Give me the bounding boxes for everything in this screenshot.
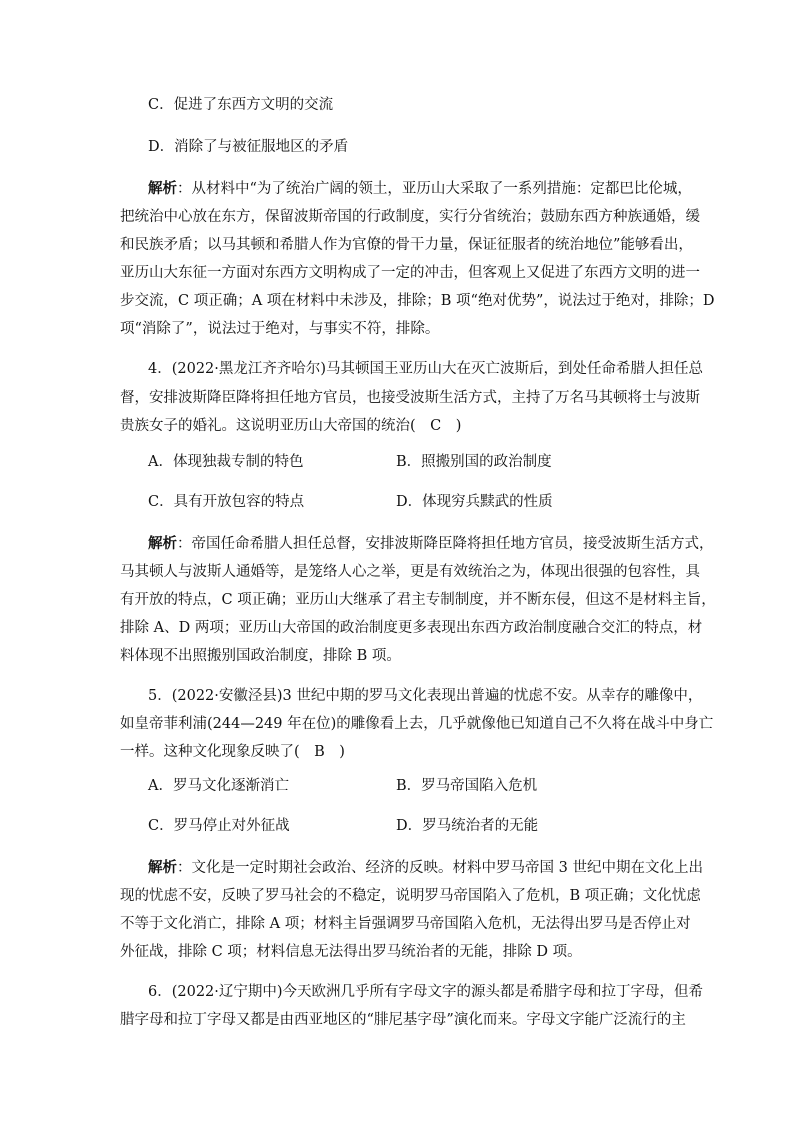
analysis-label: 解析 — [148, 859, 177, 876]
q4-analysis-line-2: 马其顿人与波斯人通婚等，是笼络人心之举，更是有效统治之为，体现出很强的包容性，具 — [120, 564, 700, 580]
q4-stem-line-1: 4．(2022·黑龙江齐齐哈尔)马其顿国王亚历山大在灭亡波斯后，到处任命希腊人担任总 — [148, 361, 704, 377]
q4-analysis-line-1: 解析：帝国任命希腊人担任总督，安排波斯降臣降将担任地方官员，接受波斯生活方式， — [148, 535, 714, 552]
q3-analysis-line-2: 把统治中心放在东方，保留波斯帝国的行政制度，实行分省统治；鼓励东西方种族通婚，缓 — [120, 209, 700, 225]
q4-analysis-line-4: 排除 A、D 两项；亚历山大帝国的政治制度更多表现出东西方政治制度融合交汇的特点，材 — [120, 620, 703, 636]
q3-analysis-line-6: 项“消除了”，说法过于绝对，与事实不符，排除。 — [120, 321, 440, 337]
q5-analysis-line-1: 解析：文化是一定时期社会政治、经济的反映。材料中罗马帝国 3 世纪中期在文化上出 — [148, 859, 703, 876]
q6-stem-line-2: 腊字母和拉丁字母又都是由西亚地区的“腓尼基字母”演化而来。字母文字能广泛流行的主 — [120, 1012, 686, 1028]
q3-option-c: C．促进了东西方文明的交流 — [148, 97, 334, 113]
q5-analysis-line-3: 不等于文化消亡，排除 A 项；材料主旨强调罗马帝国陷入危机，无法得出罗马是否停止对 — [120, 916, 691, 932]
q3-analysis-line-5: 步交流，C 项正确；A 项在材料中未涉及，排除；B 项“绝对优势”，说法过于绝对，排除；D — [120, 293, 715, 309]
q3-option-d: D．消除了与被征服地区的矛盾 — [148, 139, 349, 155]
q3-analysis-line-1: 解析：从材料中“为了统治广阔的领土，亚历山大采取了一系列措施：定都巴比伦城， — [148, 180, 692, 197]
q4-stem-line-2: 督，安排波斯降臣降将担任地方官员，也接受波斯生活方式，主持了万名马其顿将士与波斯 — [120, 390, 700, 406]
analysis-label: 解析 — [148, 535, 177, 552]
q4-analysis-line-3: 有开放的特点，C 项正确；亚历山大继承了君主专制制度，并不断东侵，但这不是材料主旨， — [120, 592, 716, 608]
q5-stem-line-1: 5．(2022·安徽泾县)3 世纪中期的罗马文化表现出普遍的忧虑不安。从幸存的雕像中， — [148, 688, 703, 704]
q5-option-a: A．罗马文化逐渐消亡 — [148, 778, 289, 794]
q4-option-c: C．具有开放包容的特点 — [148, 494, 305, 510]
q4-option-a: A．体现独裁专制的特色 — [148, 454, 304, 470]
q5-option-c: C．罗马停止对外征战 — [148, 818, 290, 834]
q3-analysis-line-3: 和民族矛盾；以马其顿和希腊人作为官僚的骨干力量，保证征服者的统治地位”能够看出， — [120, 237, 693, 253]
q5-option-d: D．罗马统治者的无能 — [396, 818, 539, 834]
q5-analysis-line-2: 现的忧虑不安，反映了罗马社会的不稳定，说明罗马帝国陷入了危机，B 项正确；文化忧虑 — [120, 888, 701, 904]
q4-option-b: B．照搬别国的政治制度 — [396, 454, 552, 470]
q5-analysis-line-4: 外征战，排除 C 项；材料信息无法得出罗马统治者的无能，排除 D 项。 — [120, 944, 582, 960]
q4-stem-line-3: 贵族女子的婚礼。这说明亚历山大帝国的统治( C ) — [120, 418, 462, 434]
q4-analysis-line-5: 料体现不出照搬别国政治制度，排除 B 项。 — [120, 648, 401, 664]
q6-stem-line-1: 6．(2022·辽宁期中)今天欧洲几乎所有字母文字的源头都是希腊字母和拉丁字母，但希 — [148, 984, 704, 1000]
q4-option-d: D．体现穷兵黩武的性质 — [396, 494, 553, 510]
q5-stem-line-3: 一样。这种文化现象反映了( B ) — [120, 744, 345, 760]
q5-option-b: B．罗马帝国陷入危机 — [396, 778, 538, 794]
analysis-label: 解析 — [148, 180, 177, 197]
q3-analysis-line-4: 亚历山大东征一方面对东西方文明构成了一定的冲击，但客观上又促进了东西方文明的进一 — [120, 265, 700, 281]
q5-stem-line-2: 如皇帝菲利浦(244—249 年在位)的雕像看上去，几乎就像他已知道自己不久将在战斗中身亡 — [120, 716, 714, 732]
